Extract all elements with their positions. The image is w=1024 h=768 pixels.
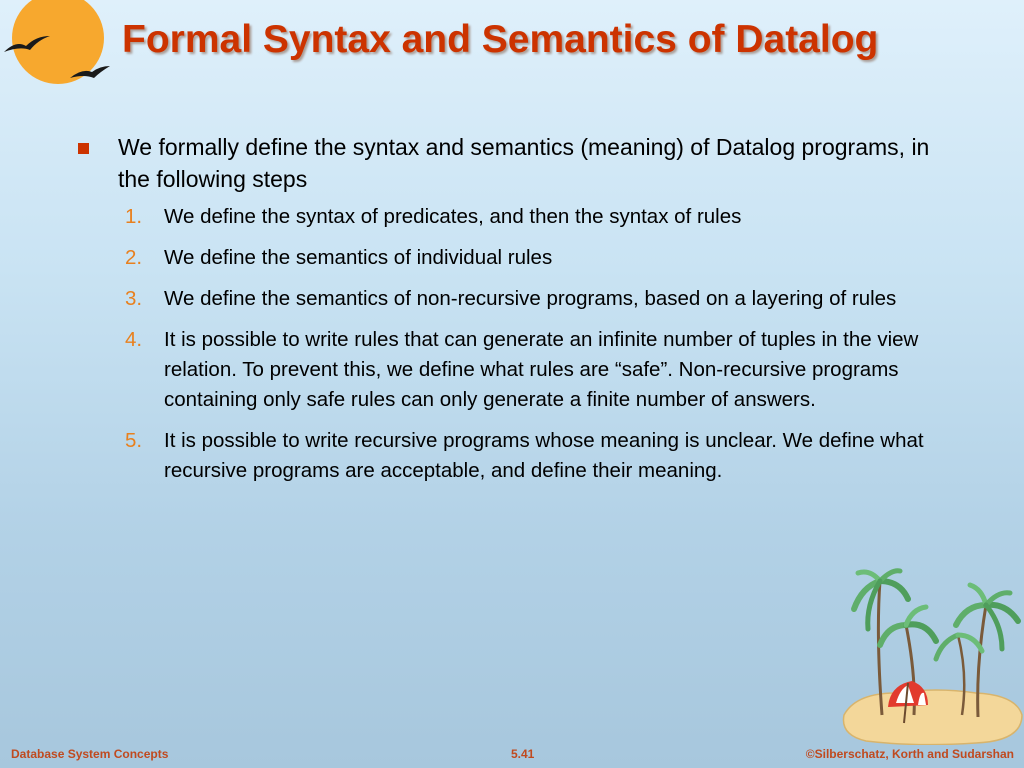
steps-list [72,202,952,486]
step-number: 2. [125,246,143,269]
slide-title: Formal Syntax and Semantics of Datalog [122,18,879,61]
footer-copyright: ©Silberschatz, Korth and Sudarshan [805,747,1014,761]
step-item [72,284,952,314]
footer-book-title: Database System Concepts [11,747,169,761]
main-bullet-text: We formally define the syntax and semantics (meaning) of Datalog programs, in the following steps [118,134,930,192]
step-item [72,243,952,273]
step-text: It is possible to write rules that can generate an infinite number of tuples in the view relation. To prevent this, we define what rules are “safe”. Non-recursive programs containing only safe rules can only generate a finite number of answers. [164,328,919,411]
slide-content [72,131,952,497]
main-bullet [72,131,952,195]
footer-page-number: 5.41 [511,747,535,761]
palm-island-icon [836,565,1024,745]
step-number: 1. [125,205,143,228]
step-number: 4. [125,328,143,351]
step-number: 5. [125,429,143,452]
step-item [72,325,952,415]
square-bullet-icon [78,143,89,154]
step-text: We define the semantics of non-recursive programs, based on a layering of rules [164,287,897,310]
step-text: It is possible to write recursive programs whose meaning is unclear. We define what recursive programs are acceptable, and define their meaning. [164,429,924,482]
step-item [72,426,952,486]
step-item [72,202,952,232]
sun-with-birds-icon [2,0,110,90]
step-text: We define the semantics of individual rules [164,246,553,269]
step-number: 3. [125,287,143,310]
step-text: We define the syntax of predicates, and then the syntax of rules [164,205,742,228]
